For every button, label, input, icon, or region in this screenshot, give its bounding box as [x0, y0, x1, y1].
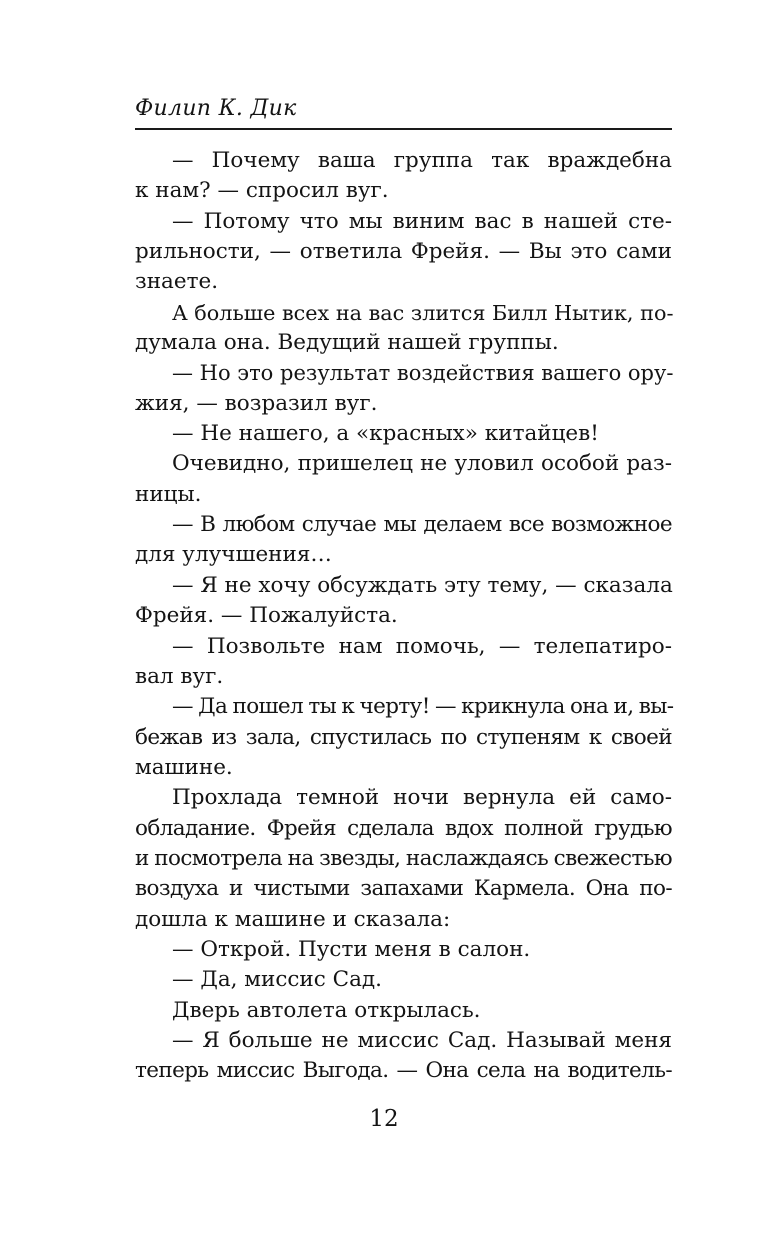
text-line: к нам? — спросил вуг. [135, 178, 389, 204]
running-header [135, 95, 672, 123]
text-line: — Позвольте нам помочь, — телепатиро- [172, 633, 672, 659]
text-line: Очевидно, пришелец не уловил особой раз- [172, 451, 672, 477]
text-line: — Я не хочу обсуждать эту тему, — сказала [172, 572, 673, 598]
text-line: воздуха и чистыми запахами Кармела. Она по- [135, 876, 672, 902]
body-text [135, 146, 672, 1087]
text-line: дошла к машине и сказала: [135, 906, 451, 932]
text-line: — В любом случае мы делаем все возможное [172, 512, 672, 538]
page-number: 12 [369, 1106, 399, 1132]
text-line: — Я больше не миссис Сад. Называй меня [172, 1027, 672, 1053]
text-line: А больше всех на вас злится Билл Нытик, по- [172, 300, 674, 325]
text-line: теперь миссис Выгода. — Она села на водитель- [135, 1058, 672, 1084]
text-line: машине. [135, 754, 233, 780]
header-rule [135, 128, 672, 130]
text-line: обладание. Фрейя сделала вдох полной грудью [135, 815, 672, 841]
text-line: Фрейя. — Пожалуйста. [135, 603, 398, 629]
text-line: — Потому что мы виним вас в нашей сте- [172, 208, 672, 234]
text-line: — Почему ваша группа так враждебна [172, 148, 672, 173]
text-line: — Да пошел ты к черту! — крикнула она и, вы- [172, 694, 674, 720]
text-line: ницы. [135, 481, 202, 507]
text-line: рильности, — ответила Фрейя. — Вы это сами [135, 239, 672, 265]
text-line: жия, — возразил вуг. [135, 390, 378, 416]
text-line: вал вуг. [135, 663, 224, 689]
text-line: Прохлада темной ночи вернула ей само- [172, 785, 672, 811]
text-line: бежав из зала, спустилась по ступеням к своей [135, 724, 672, 750]
text-line: Дверь автолета открылась. [172, 997, 481, 1023]
text-line: — Но это результат воздействия вашего ору- [172, 361, 674, 386]
text-line: — Не нашего, а «красных» китайцев! [172, 421, 599, 447]
text-line: для улучшения… [135, 542, 332, 568]
text-line: думала она. Ведущий нашей группы. [135, 330, 559, 356]
text-line: знаете. [135, 269, 219, 295]
text-line: и посмотрела на звезды, наслаждаясь свежестью [135, 845, 672, 871]
text-line: — Да, миссис Сад. [172, 967, 382, 993]
author-name: Филип К. Дик [135, 96, 297, 121]
text-line: — Открой. Пусти меня в салон. [172, 936, 531, 962]
